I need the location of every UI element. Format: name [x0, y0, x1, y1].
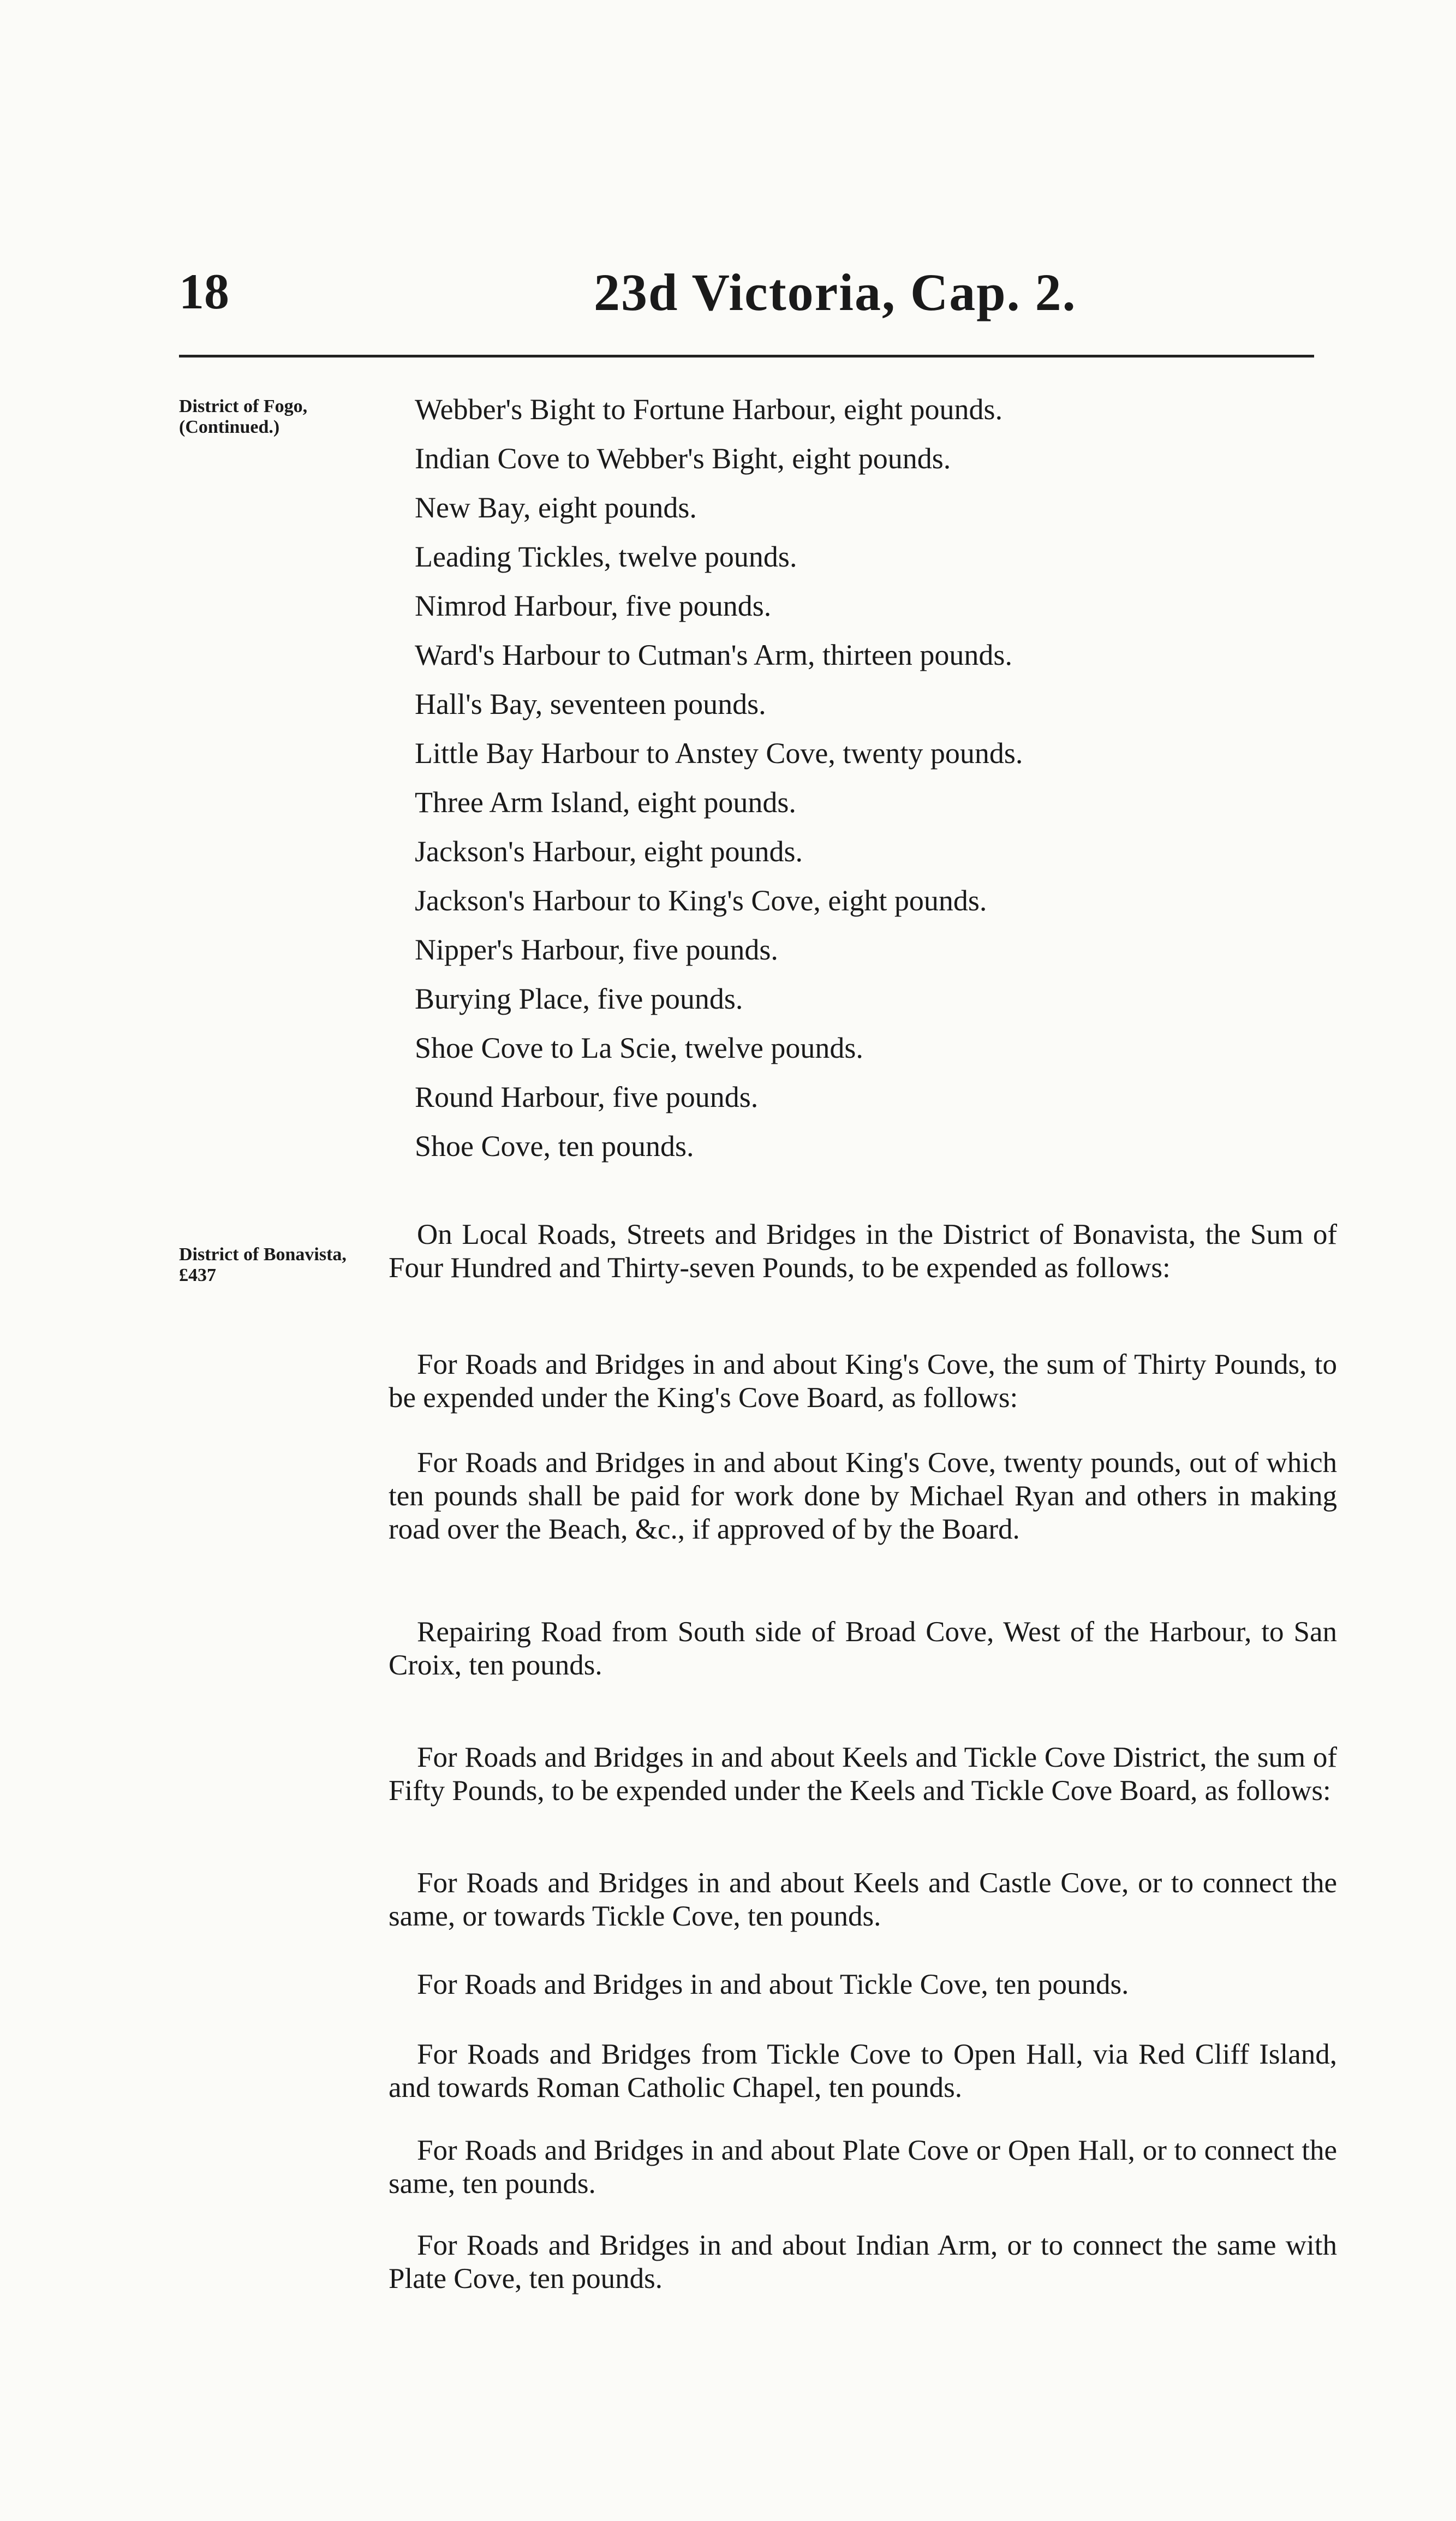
paragraph: For Roads and Bridges in and about Tickle Cove, ten pounds. — [417, 1969, 1129, 2000]
list-item: New Bay, eight pounds. — [415, 491, 697, 524]
page-title: 23d Victoria, Cap. 2. — [594, 263, 1077, 321]
list-item: Webber's Bight to Fortune Harbour, eight pounds. — [415, 393, 1003, 426]
paragraph: For Roads and Bridges in and about Indian Arm, or to connect the same with Plate Cove, ten pounds. — [389, 2230, 1337, 2294]
list-item: Burying Place, five pounds. — [415, 982, 743, 1015]
list-item: Shoe Cove, ten pounds. — [415, 1130, 694, 1163]
paragraph: For Roads and Bridges in and about King's Cove, the sum of Thirty Pounds, to be expended under the King's Cove Board, as follows: — [389, 1349, 1337, 1414]
paragraph: Repairing Road from South side of Broad Cove, West of the Harbour, to San Croix, ten pounds. — [389, 1616, 1337, 1681]
paragraph: For Roads and Bridges in and about Plate Cove or Open Hall, or to connect the same, ten pounds. — [389, 2135, 1337, 2200]
paragraph: For Roads and Bridges in and about Keels and Tickle Cove District, the sum of Fifty Pounds, to be expended under the Keels and Tickle Cove Board, as follows: — [389, 1742, 1337, 1807]
list-item: Round Harbour, five pounds. — [415, 1081, 759, 1113]
margin-note-fogo: District of Fogo, (Continued.) — [179, 396, 308, 437]
list-item: Nimrod Harbour, five pounds. — [415, 589, 772, 622]
list-item: Nipper's Harbour, five pounds. — [415, 933, 778, 966]
header-divider — [179, 355, 1314, 357]
list-item: Shoe Cove to La Scie, twelve pounds. — [415, 1032, 863, 1064]
list-item: Jackson's Harbour to King's Cove, eight pounds. — [415, 884, 987, 917]
list-item: Jackson's Harbour, eight pounds. — [415, 835, 803, 868]
margin-note-bonavista-label: District of Bonavista, — [179, 1244, 347, 1265]
list-item: Ward's Harbour to Cutman's Arm, thirteen pounds. — [415, 639, 1012, 671]
paragraph: For Roads and Bridges in and about Keels and Castle Cove, or to connect the same, or towards Tickle Cove, ten pounds. — [389, 1867, 1337, 1932]
margin-note-bonavista-amount: £437 — [179, 1265, 216, 1285]
page-number: 18 — [179, 264, 229, 319]
margin-note-bonavista — [179, 1244, 386, 1286]
paragraph: For Roads and Bridges from Tickle Cove to Open Hall, via Red Cliff Island, and towards Roman Catholic Chapel, ten pounds. — [389, 2039, 1337, 2103]
list-item: Three Arm Island, eight pounds. — [415, 786, 796, 819]
list-item: Leading Tickles, twelve pounds. — [415, 540, 797, 573]
list-item: Indian Cove to Webber's Bight, eight pounds. — [415, 442, 951, 475]
paragraph: For Roads and Bridges in and about King's Cove, twenty pounds, out of which ten pounds shall be paid for work done by Michael Ryan and others in making road over the Beach, &c., if approved of by the Board. — [389, 1447, 1337, 1545]
paragraph: On Local Roads, Streets and Bridges in the District of Bonavista, the Sum of Four Hundred and Thirty-seven Pounds, to be expended as follows: — [389, 1219, 1337, 1284]
list-item: Little Bay Harbour to Anstey Cove, twenty pounds. — [415, 737, 1023, 770]
list-item: Hall's Bay, seventeen pounds. — [415, 688, 766, 720]
